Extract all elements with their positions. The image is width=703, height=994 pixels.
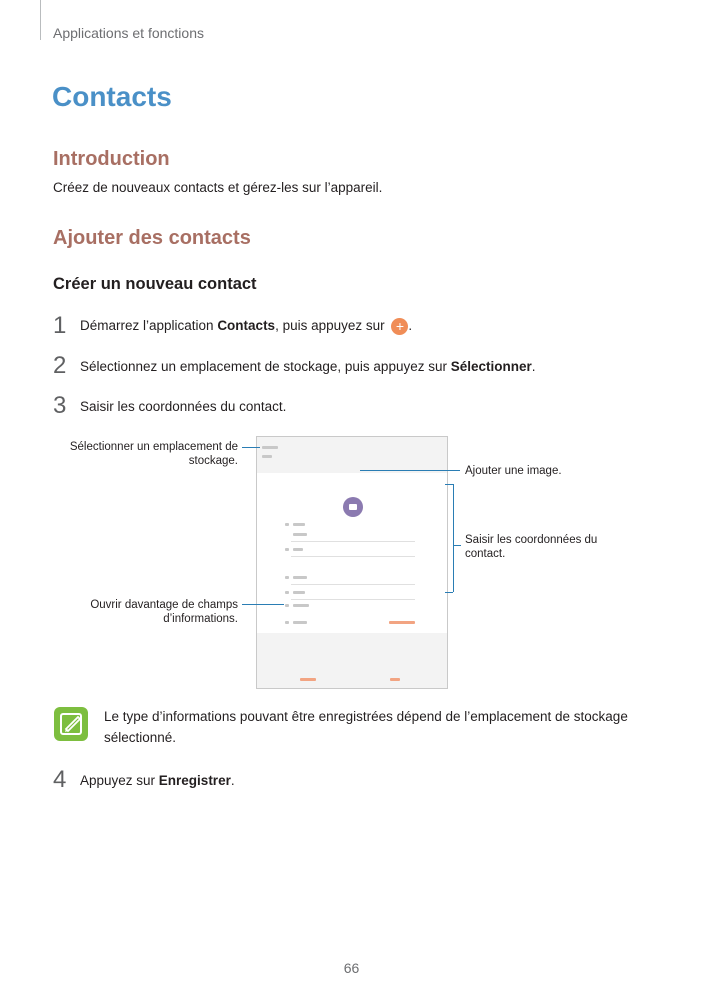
field-underline [291,599,415,600]
save-button [390,678,400,681]
callout-more-line [242,604,284,605]
step-text: Appuyez sur Enregistrer. [80,772,235,788]
org-icon [285,548,289,551]
group-field [293,621,307,624]
page-title: Contacts [52,81,172,112]
callout-image-line [360,470,460,471]
email-field [293,591,305,594]
field-underline [291,541,415,542]
step-number: 1 [53,312,67,339]
step-4 [53,768,235,792]
plus-icon: + [391,318,408,335]
page-number: 66 [343,960,360,976]
create-contact-subheading: Créer un nouveau contact [53,275,257,293]
more-icon [285,604,289,607]
field-underline [291,584,415,585]
phone-icon [285,576,289,579]
callout-storage-line [242,447,260,448]
storage-sub [262,455,272,458]
group-link [389,621,415,624]
step-3 [53,394,286,418]
note-icon [54,707,88,741]
section-header: Applications et fonctions [53,25,204,41]
callout-bracket-top [445,484,453,485]
person-icon [285,523,289,526]
callout-image: Ajouter une image. [465,465,562,477]
phone-field [293,576,307,579]
form-card [257,473,447,633]
step-2 [53,354,536,378]
callout-details-line [453,545,461,546]
view-more-field [293,604,309,607]
introduction-text: Créez de nouveaux contacts et gérez-les sur l’appareil. [53,180,383,195]
callout-bracket [453,484,454,592]
step-number: 2 [53,352,67,379]
step-text: Démarrez l’application Contacts, puis appuyez sur + . [80,317,413,334]
name-field [293,523,305,526]
callout-storage: Sélectionner un emplacement de stockage. [69,441,238,467]
step-number: 4 [53,766,67,793]
email-icon [285,591,289,594]
note-text: Le type d’informations pouvant être enregistrées dépend de l’emplacement de stockage sélectionné. [104,709,628,745]
camera-icon [343,497,363,517]
add-contacts-heading: Ajouter des contacts [53,227,251,249]
callout-details: Saisir les coordonnées du contact. [465,534,598,560]
storage-selector [262,446,278,449]
header-rule [40,0,41,40]
callout-bracket-bottom [445,592,453,593]
name-subfield [293,533,307,536]
org-field [293,548,303,551]
group-icon [285,621,289,624]
introduction-heading: Introduction [53,148,170,170]
field-underline [291,556,415,557]
cancel-button [300,678,316,681]
step-1 [53,314,412,338]
pencil-icon [54,707,88,741]
step-text: Sélectionnez un emplacement de stockage, puis appuyez sur Sélectionner. [80,358,536,374]
step-number: 3 [53,392,67,419]
step-text: Saisir les coordonnées du contact. [80,398,287,414]
contact-form-screenshot [256,436,448,689]
callout-more: Ouvrir davantage de champs d’informations. [90,599,238,625]
